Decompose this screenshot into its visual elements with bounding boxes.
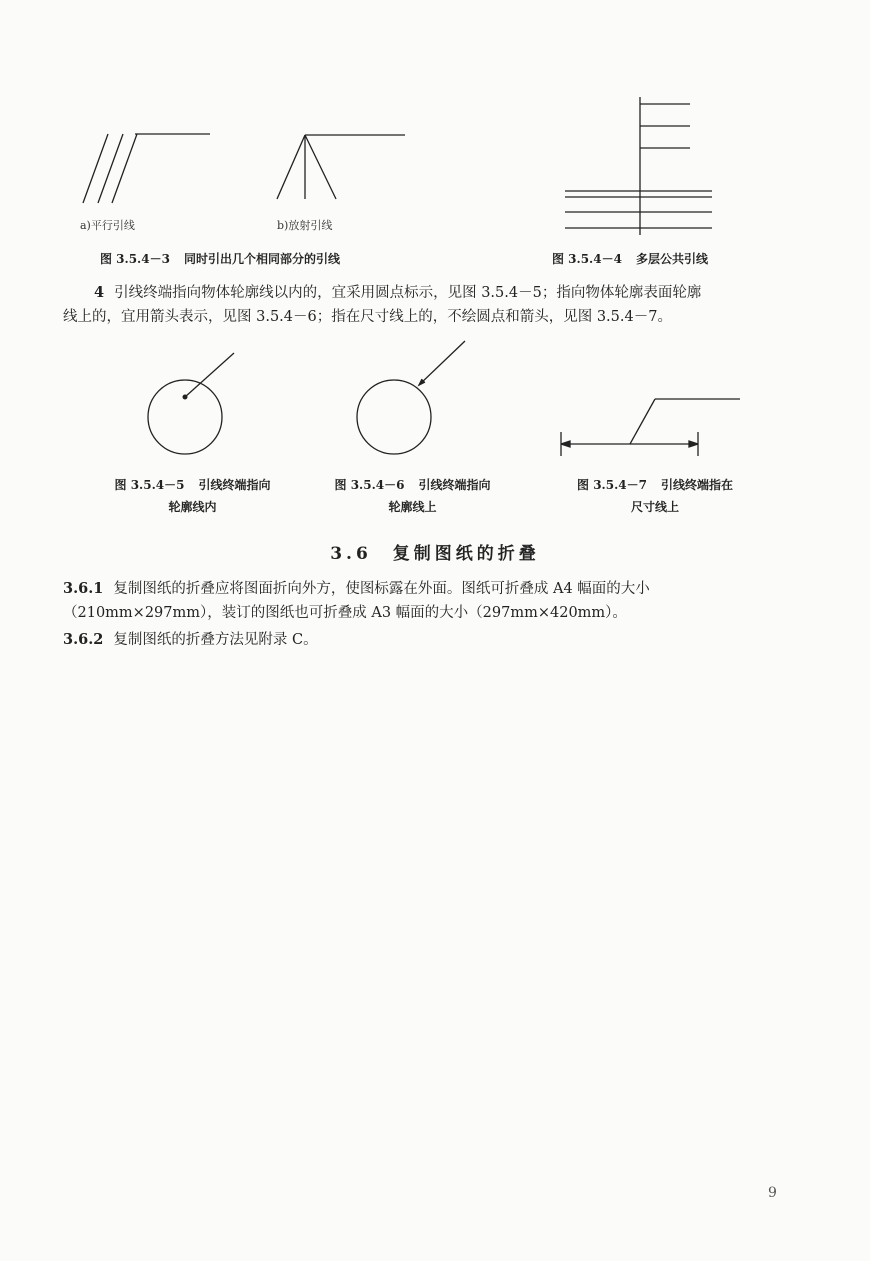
clause-3-6-2 <box>63 627 318 653</box>
parallel-leaders-figure <box>75 125 220 215</box>
clause-number: 3.6.1 <box>63 580 104 597</box>
figure-caption-3-5-4-7 <box>560 474 750 518</box>
figure-title: 多层公共引线 <box>635 252 708 266</box>
item-4-line-2: 线上的，宜用箭头表示，见图 3.5.4－6；指在尺寸线上的，不绘圆点和箭头，见图 3.5.4－7。 <box>63 309 672 325</box>
paragraph-text: 复制图纸的折叠方法见附录 C。 <box>113 632 318 648</box>
figure-label: 图 3.5.4－7 <box>577 478 647 492</box>
figure-label: 图 3.5.4－6 <box>334 478 405 492</box>
figure-title-line-2: 尺寸线上 <box>630 500 679 514</box>
multilayer-leader-figure <box>560 95 720 240</box>
leader-dot-figure <box>140 345 240 460</box>
leader-dimension-figure <box>555 390 750 460</box>
paragraph-text: 引线终端指向物体轮廓线以内的，宜采用圆点标示，见图 3.5.4－5；指向物体轮廓表面轮廓 <box>114 285 702 301</box>
figure-title: 引线终端指向 <box>418 478 491 492</box>
figure-title: 同时引出几个相同部分的引线 <box>183 252 340 266</box>
subcaption-parallel: a)平行引线 <box>80 219 135 232</box>
paragraph-text: 复制图纸的折叠应将图面折向外方，使图标露在外面。图纸可折叠成 A4 幅面的大小 <box>113 581 650 597</box>
figure-label: 图 3.5.4－3 <box>100 252 170 266</box>
figure-title: 引线终端指向 <box>198 478 271 492</box>
section-heading: 3.6 复制图纸的折叠 <box>330 544 540 564</box>
figure-label: 图 3.5.4－4 <box>552 252 622 266</box>
page-number: 9 <box>768 1185 777 1201</box>
item-number: 4 <box>94 284 105 301</box>
figure-caption-3-5-4-5 <box>100 474 285 518</box>
radial-leaders-figure <box>270 125 410 205</box>
leader-arrow-figure <box>350 335 470 460</box>
figure-title: 引线终端指在 <box>660 478 733 492</box>
clause-number: 3.6.2 <box>63 631 104 648</box>
subcaption-radial: b)放射引线 <box>277 219 333 232</box>
figure-title-line-2: 轮廓线上 <box>388 500 437 514</box>
figure-caption-3-5-4-4 <box>552 248 708 270</box>
figure-label: 图 3.5.4－5 <box>114 478 185 492</box>
clause-3-6-1-line-2: （210mm×297mm），装订的图纸也可折叠成 A3 幅面的大小（297mm×420mm）。 <box>63 605 627 621</box>
clause-3-6-1-line-1 <box>63 576 650 602</box>
figure-caption-3-5-4-3 <box>100 248 340 270</box>
figure-title-line-2: 轮廓线内 <box>168 500 217 514</box>
item-4-line-1 <box>94 280 701 306</box>
figure-caption-3-5-4-6 <box>320 474 505 518</box>
